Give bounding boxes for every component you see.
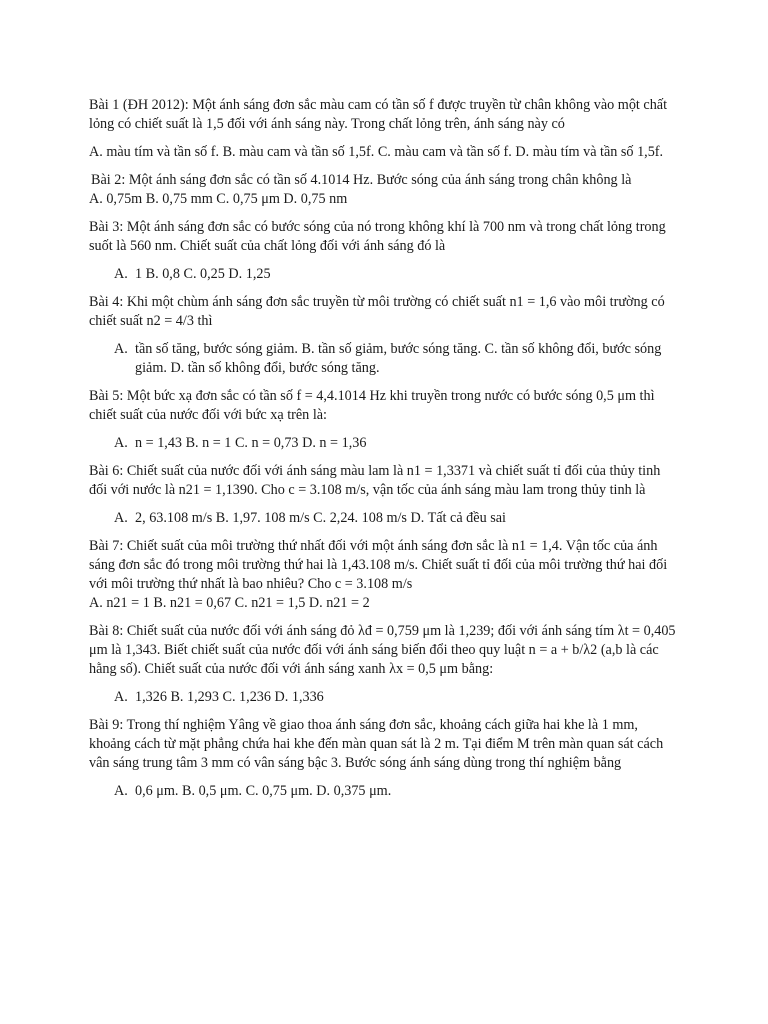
problem-2-question [89,171,681,190]
problem-3-choices [89,265,681,284]
problem-8-answers: 1,326 B. 1,293 C. 1,236 D. 1,336 [135,689,324,705]
problem-9-answers: 0,6 μm. B. 0,5 μm. C. 0,75 μm. D. 0,375 μm. [135,783,392,799]
problem-2-question-text: Bài 2: Một ánh sáng đơn sắc có tần số 4.1014 Hz. Bước sóng của ánh sáng trong chân không là [91,172,632,188]
problem-6-answers: 2, 63.108 m/s B. 1,97. 108 m/s C. 2,24. 108 m/s D. Tất cả đều sai [135,510,506,526]
problem-3-answers: 1 B. 0,8 C. 0,25 D. 1,25 [135,266,271,282]
problem-7-answers: A. n21 = 1 B. n21 = 0,67 C. n21 = 1,5 D. n21 = 2 [89,595,370,611]
problem-8-choices [89,688,681,707]
problem-9-question: Bài 9: Trong thí nghiệm Yâng về giao thoa ánh sáng đơn sắc, khoảng cách giữa hai khe là 1 mm, khoảng cách từ mặt phẳng chứa hai khe đến màn quan sát là 2 m. Tại điểm M trên màn quan sát cách vân sáng trung tâm 3 mm có vân sáng bậc 3. Bước sóng ánh sáng dùng trong thí nghiệm bằng [89,717,664,771]
problem-5-answers: n = 1,43 B. n = 1 C. n = 0,73 D. n = 1,36 [135,435,367,451]
problem-5-question: Bài 5: Một bức xạ đơn sắc có tần số f = 4,4.1014 Hz khi truyền trong nước có bước sóng 0,5 μm thì chiết suất của nước đối với bức xạ trên là: [89,388,655,423]
problem-7-question: Bài 7: Chiết suất của môi trường thứ nhất đối với một ánh sáng đơn sắc là n1 = 1,4. Vận tốc của ánh sáng đơn sắc đó trong môi trường thứ hai là 1,43.108 m/s. Chiết suất tỉ đối của môi trường thứ hai đối với môi trường thứ nhất là bao nhiêu? Cho c = 3.108 m/s [89,538,668,592]
problem-4-choices [89,340,681,378]
problem-3-question: Bài 3: Một ánh sáng đơn sắc có bước sóng của nó trong không khí là 700 nm và trong chất lỏng trong suốt là 560 nm. Chiết suất của chất lỏng đối với ánh sáng đó là [89,219,666,254]
problem-1-answers: A. màu tím và tần số f. B. màu cam và tần số 1,5f. C. màu cam và tần số f. D. màu tím và tần số 1,5f. [89,144,664,160]
choice-marker: A. [114,341,128,357]
document-page [89,96,681,810]
choice-marker: A. [114,783,128,799]
problem-2-answers: A. 0,75m B. 0,75 mm C. 0,75 μm D. 0,75 nm [89,191,348,207]
problem-4-answers: tần số tăng, bước sóng giảm. B. tần số giảm, bước sóng tăng. C. tần số không đổi, bước sóng giảm. D. tần số không đổi, bước sóng tăng. [135,341,662,376]
problem-5-choices [89,434,681,453]
problem-1-question: Bài 1 (ĐH 2012): Một ánh sáng đơn sắc màu cam có tần số f được truyền từ chân không vào một chất lỏng có chiết suất là 1,5 đối với ánh sáng này. Trong chất lỏng trên, ánh sáng này có [89,97,668,132]
problem-4-question: Bài 4: Khi một chùm ánh sáng đơn sắc truyền từ môi trường có chiết suất n1 = 1,6 vào môi trường có chiết suất n2 = 4/3 thì [89,294,665,329]
problem-8-question: Bài 8: Chiết suất của nước đối với ánh sáng đỏ λđ = 0,759 μm là 1,239; đối với ánh sáng tím λt = 0,405 μm là 1,343. Biết chiết suất của nước đối với ánh sáng biến đổi theo quy luật n = a + b/λ2 (a,b là các hằng số). Chiết suất của nước đối với ánh sáng xanh λx = 0,5 μm bằng: [89,623,676,677]
choice-marker: A. [114,510,128,526]
problem-9-choices [89,782,681,801]
choice-marker: A. [114,435,128,451]
choice-marker: A. [114,689,128,705]
problem-6-choices [89,509,681,528]
choice-marker: A. [114,266,128,282]
problem-6-question: Bài 6: Chiết suất của nước đối với ánh sáng màu lam là n1 = 1,3371 và chiết suất tỉ đối của thủy tinh đối với nước là n21 = 1,1390. Cho c = 3.108 m/s, vận tốc của ánh sáng màu lam trong thủy tinh là [89,463,661,498]
